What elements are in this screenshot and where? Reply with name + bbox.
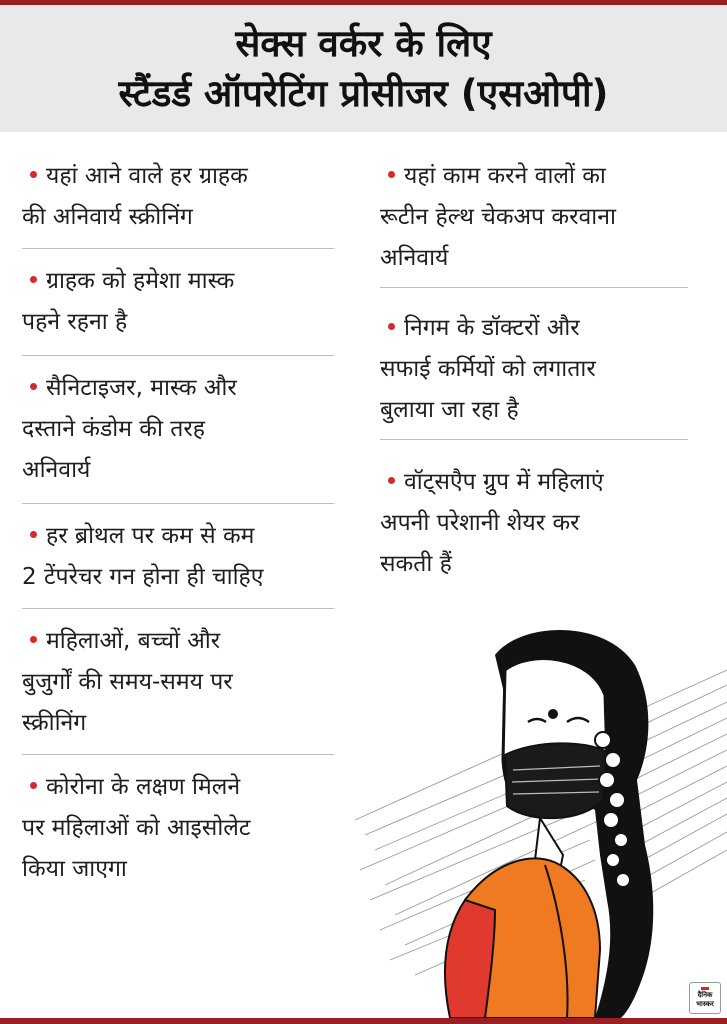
list-item [22, 356, 334, 504]
left-column [22, 152, 334, 890]
item-text: महिलाओं, बच्चों और [46, 628, 221, 654]
bullet-icon [388, 477, 395, 484]
item-text: अनिवार्य [380, 245, 449, 271]
item-text: यहां काम करने वालों का [404, 163, 606, 189]
item-text: सैनिटाइजर, मास्क और [46, 375, 237, 401]
item-text: किया जाएगा [22, 856, 127, 882]
item-text: बुजुर्गों की समय-समय पर [22, 669, 233, 695]
item-text: निगम के डॉक्टरों और [404, 315, 580, 341]
bullet-icon [30, 383, 37, 390]
list-item [380, 288, 688, 440]
title-line-1: सेक्स वर्कर के लिए [235, 22, 492, 65]
item-text: वॉट्सएैप ग्रुप में महिलाएं [404, 469, 604, 495]
item-text: पर महिलाओं को आइसोलेट [22, 815, 251, 841]
bullet-icon [388, 171, 395, 178]
woman-with-mask-illustration [345, 610, 727, 1018]
blouse [445, 900, 495, 1018]
right-column [380, 152, 688, 585]
item-text: बुलाया जा रहा है [380, 397, 519, 423]
brand-logo [689, 982, 721, 1014]
item-text: पहने रहना है [22, 309, 128, 335]
logo-text-line-1: दैनिक [697, 991, 713, 999]
title-line-2: स्टैंडर्ड ऑपरेटिंग प्रोसीजर (एसओपी) [118, 72, 609, 115]
logo-text-line-2: भास्कर [696, 1000, 714, 1008]
item-text: ग्राहक को हमेशा मास्क [46, 268, 235, 294]
list-item [380, 152, 688, 288]
item-text: की अनिवार्य स्क्रीनिंग [22, 204, 193, 230]
item-text: दस्ताने कंडोम की तरह [22, 416, 205, 442]
item-text: अनिवार्य [22, 457, 91, 483]
item-text: सकती हैं [380, 551, 452, 577]
list-item [22, 504, 334, 609]
bullet-icon [388, 323, 395, 330]
bullet-icon [30, 782, 37, 789]
list-item [22, 609, 334, 755]
item-text: सफाई कर्मियों को लगातार [380, 356, 596, 382]
bullet-icon [30, 171, 37, 178]
title-banner [0, 5, 727, 132]
list-item [22, 755, 334, 890]
item-text: यहां आने वाले हर ग्राहक [46, 163, 248, 189]
bullet-icon [30, 276, 37, 283]
bottom-accent-strip [0, 1018, 727, 1024]
item-text: स्क्रीनिंग [22, 710, 87, 736]
bindi [548, 709, 558, 719]
item-text: कोरोना के लक्षण मिलने [46, 774, 241, 800]
item-text: रूटीन हेल्थ चेकअप करवाना [380, 204, 616, 230]
list-item [22, 249, 334, 356]
bullet-icon [30, 531, 37, 538]
bullet-icon [30, 636, 37, 643]
item-text: हर ब्रोथल पर कम से कम [46, 523, 255, 549]
list-item [22, 152, 334, 249]
item-text: 2 टेंपरेचर गन होना ही चाहिए [22, 564, 264, 590]
list-item [380, 440, 688, 585]
item-text: अपनी परेशानी शेयर कर [380, 510, 580, 536]
